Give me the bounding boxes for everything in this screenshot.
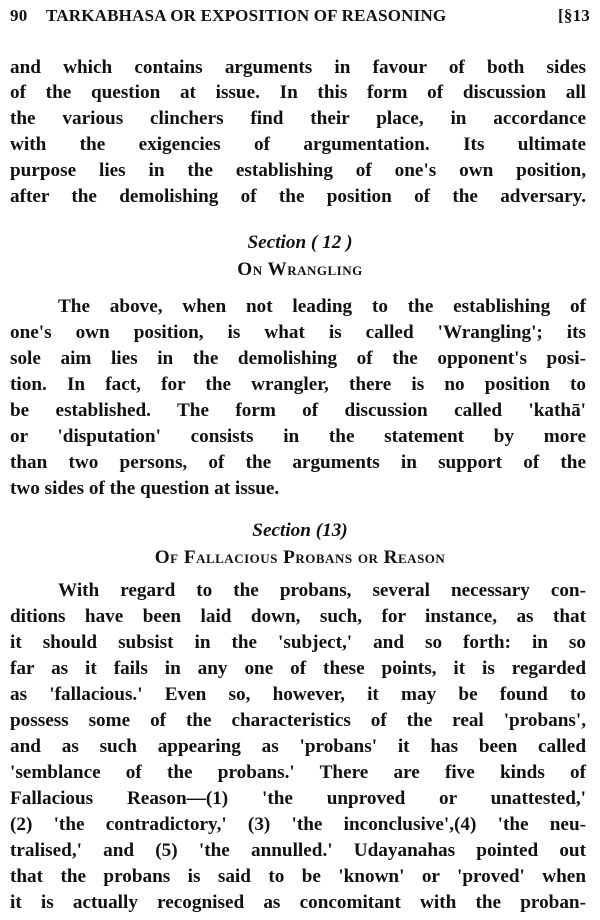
text-line: possess some of the characteristics of the real 'probans', [10, 710, 586, 731]
page-number: 90 [10, 6, 28, 25]
text-line: purpose lies in the establishing of one's own position, [10, 160, 586, 181]
section-reference: [§13 [558, 6, 590, 25]
section-13-title: Of Fallacious Probans or Reason [154, 547, 446, 568]
text-line: tralised,' and (5) 'the annulled.' Udayanahas pointed out [10, 840, 586, 861]
text-line: and which contains arguments in favour of both sides [10, 57, 586, 78]
text-line: With regard to the probans, several necessary con- [58, 580, 586, 601]
text-line: that the probans is said to be 'known' or 'proved' when [10, 866, 586, 887]
text-line: two sides of the question at issue. [10, 478, 280, 499]
text-line: with the exigencies of argumentation. Its ultimate [10, 134, 586, 155]
text-line: The above, when not leading to the establishing of [58, 296, 586, 317]
section-12-title: On Wrangling [237, 259, 363, 280]
text-line: and as such appearing as 'probans' it has been called [10, 736, 586, 757]
text-line: of the question at issue. In this form of discussion all [10, 82, 586, 103]
text-line: 'semblance of the probans.' There are five kinds of [10, 762, 586, 783]
running-title: TARKABHASA OR EXPOSITION OF REASONING [46, 6, 447, 25]
text-line: it is actually recognised as concomitant with the proban- [10, 892, 586, 913]
text-line: than two persons, of the arguments in support of the [10, 452, 586, 473]
text-line: be established. The form of discussion called 'kathā' [10, 400, 586, 421]
text-line: far as it fails in any one of these points, it is regarded [10, 658, 586, 679]
text-line: or 'disputation' consists in the statement by more [10, 426, 586, 447]
text-line: it should subsist in the 'subject,' and so forth: in so [10, 632, 586, 653]
text-line: Fallacious Reason—(1) 'the unproved or unattested,' [10, 788, 586, 809]
text-line: one's own position, is what is called 'Wrangling'; its [10, 322, 586, 343]
page-header [6, 4, 594, 30]
text-line: sole aim lies in the demolishing of the opponent's posi- [10, 348, 586, 369]
section-13-label: Section (13) [252, 520, 348, 541]
text-line: after the demolishing of the position of the adversary. [10, 186, 586, 207]
text-line: tion. In fact, for the wrangler, there is no position to [10, 374, 586, 395]
section-12-label: Section ( 12 ) [247, 232, 353, 253]
text-line: the various clinchers find their place, in accordance [10, 108, 586, 129]
text-line: ditions have been laid down, such, for instance, as that [10, 606, 586, 627]
text-line: (2) 'the contradictory,' (3) 'the inconclusive',(4) 'the neu- [10, 814, 586, 835]
text-line: as 'fallacious.' Even so, however, it may be found to [10, 684, 586, 705]
